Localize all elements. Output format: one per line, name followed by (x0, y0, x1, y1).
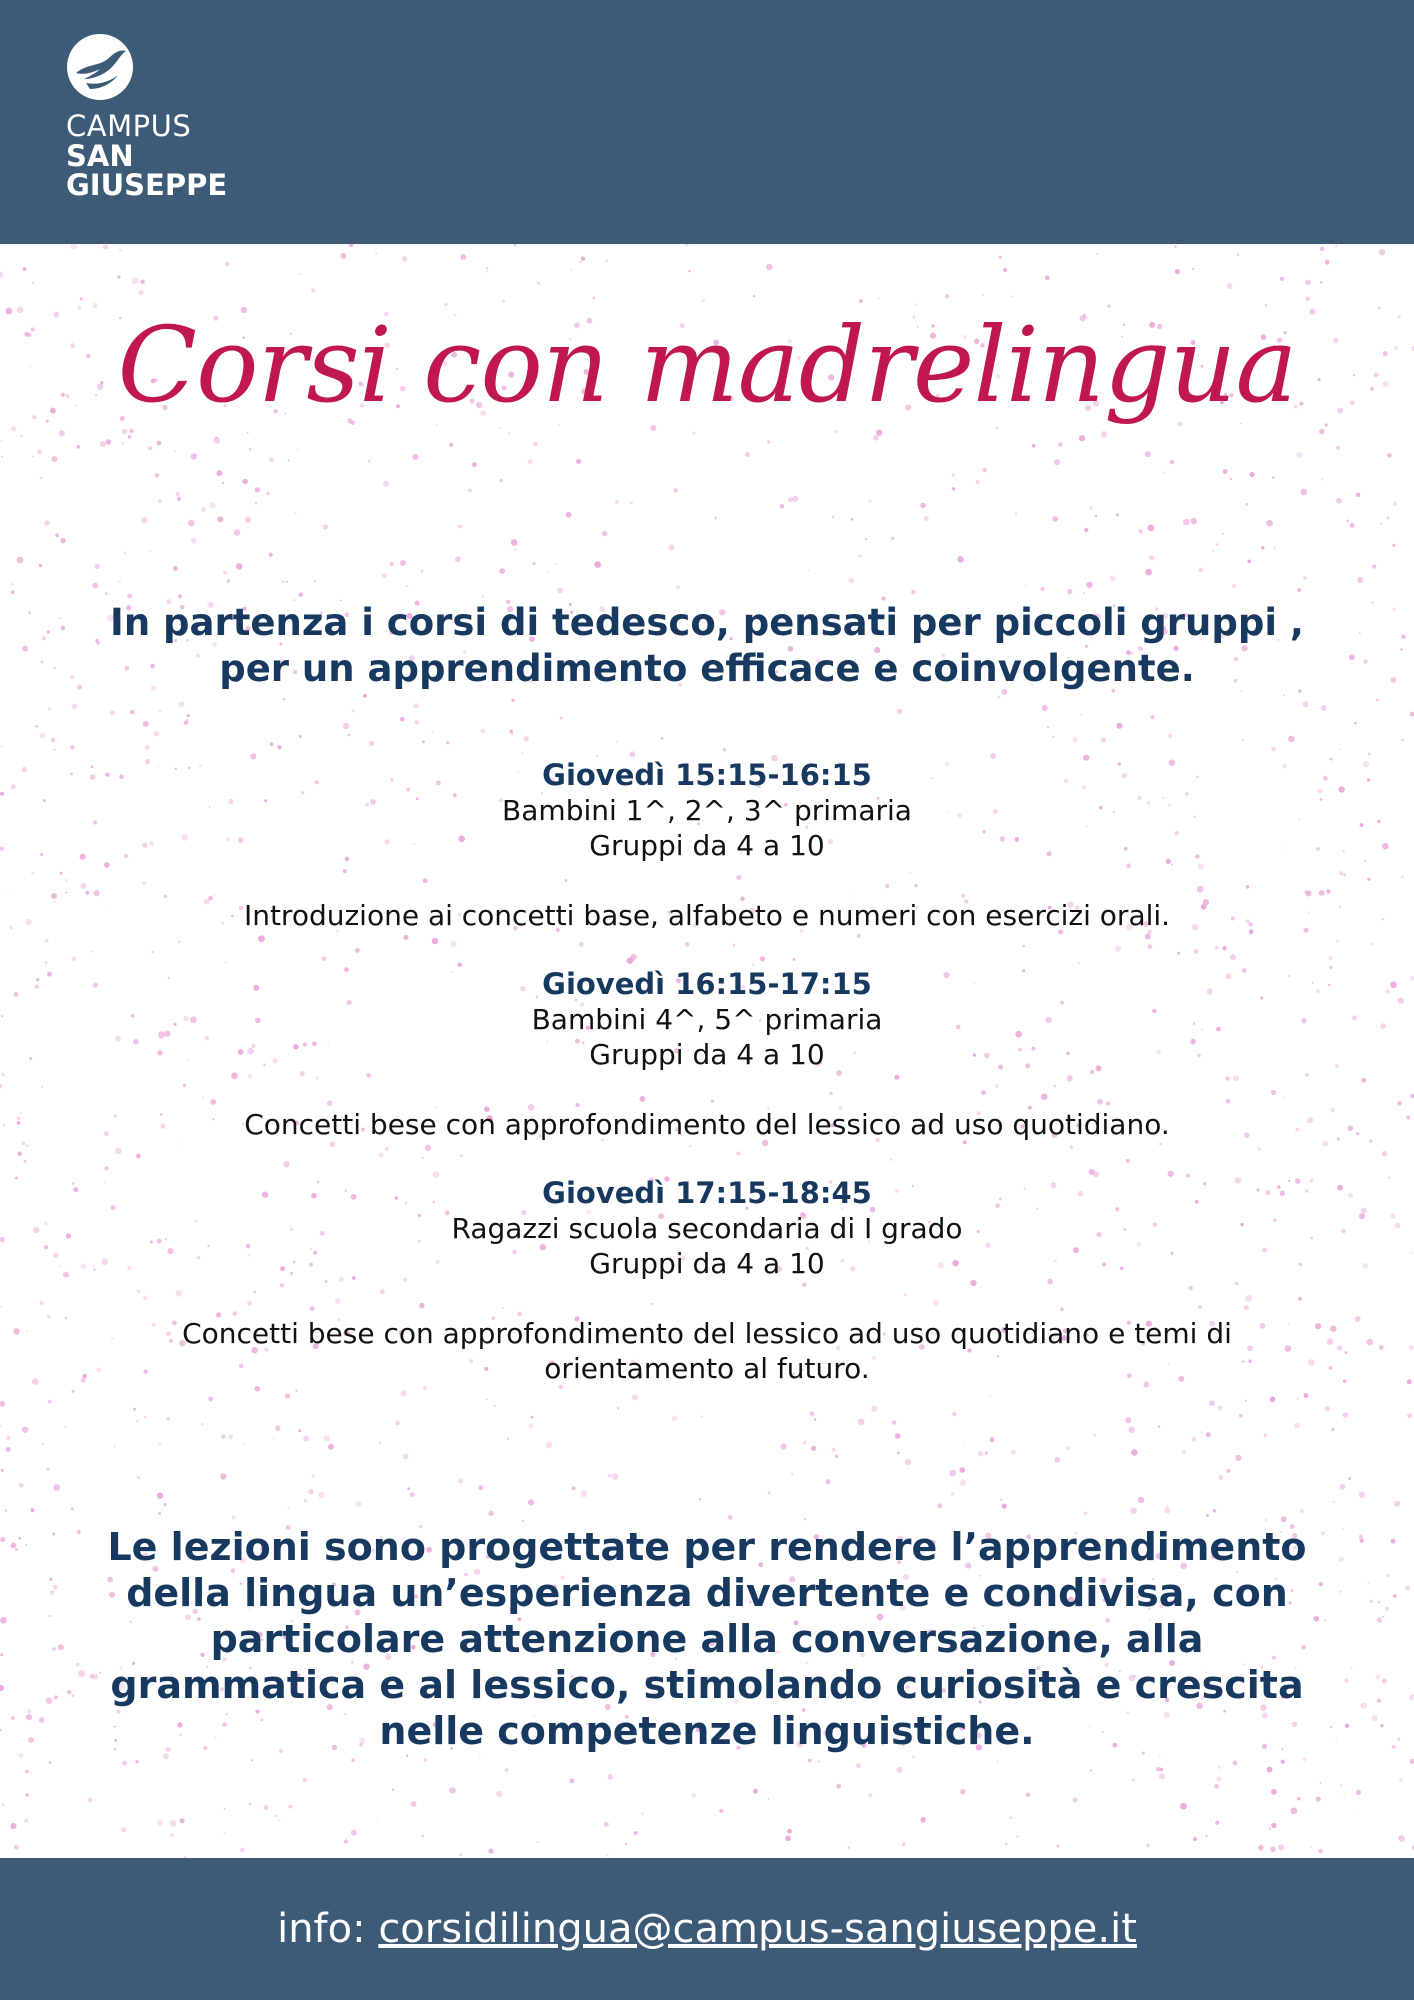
session-day: Giovedì 17:15-18:45 (542, 1176, 872, 1210)
session-description: Concetti bese con approfondimento del lessico ad uso quotidiano e temi di orientamento al futuro. (182, 1317, 1232, 1385)
sessions-list (100, 758, 1314, 1420)
header (0, 0, 1414, 244)
session-day: Giovedì 15:15-16:15 (542, 758, 872, 792)
brand-line-san: SAN (66, 138, 134, 173)
footer (0, 1858, 1414, 2000)
session-audience: Bambini 4^, 5^ primaria (531, 1003, 883, 1036)
intro-text: In partenza i corsi di tedesco, pensati per piccoli gruppi , per un apprendimento efficace e coinvolgente. (110, 601, 1304, 690)
footer-contact (0, 1904, 1414, 1954)
session-description: Introduzione ai concetti base, alfabeto e numeri con esercizi orali. (243, 899, 1171, 932)
session-groups: Gruppi da 4 a 10 (589, 829, 825, 862)
session-day: Giovedì 16:15-17:15 (542, 967, 872, 1001)
flyer-content (0, 244, 1414, 1858)
footer-prefix: info: (277, 1906, 379, 1952)
email-link[interactable]: corsidilingua@campus-sangiuseppe.it (378, 1906, 1137, 1952)
session-item (100, 967, 1314, 1142)
brand-line-giuseppe: GIUSEPPE (66, 168, 228, 203)
session-audience: Ragazzi scuola secondaria di I grado (451, 1212, 963, 1245)
session-audience: Bambini 1^, 2^, 3^ primaria (502, 794, 912, 827)
closing-text: Le lezioni sono progettate per rendere l’apprendimento della lingua un’esperienza divertente e condivisa, con particolare attenzione alla conversazione, alla grammatica e al lessico, stimolando curiosità e crescita nelle competenze linguistiche. (107, 1525, 1307, 1753)
session-item (100, 1176, 1314, 1386)
page-title: Corsi con madrelingua (117, 304, 1297, 426)
session-description: Concetti bese con approfondimento del lessico ad uso quotidiano. (244, 1108, 1170, 1141)
dove-icon (66, 33, 134, 101)
brand-line-campus: CAMPUS (66, 109, 192, 143)
session-groups: Gruppi da 4 a 10 (589, 1038, 825, 1071)
session-groups: Gruppi da 4 a 10 (589, 1247, 825, 1280)
session-item (100, 758, 1314, 933)
brand-logo-text (66, 109, 228, 203)
